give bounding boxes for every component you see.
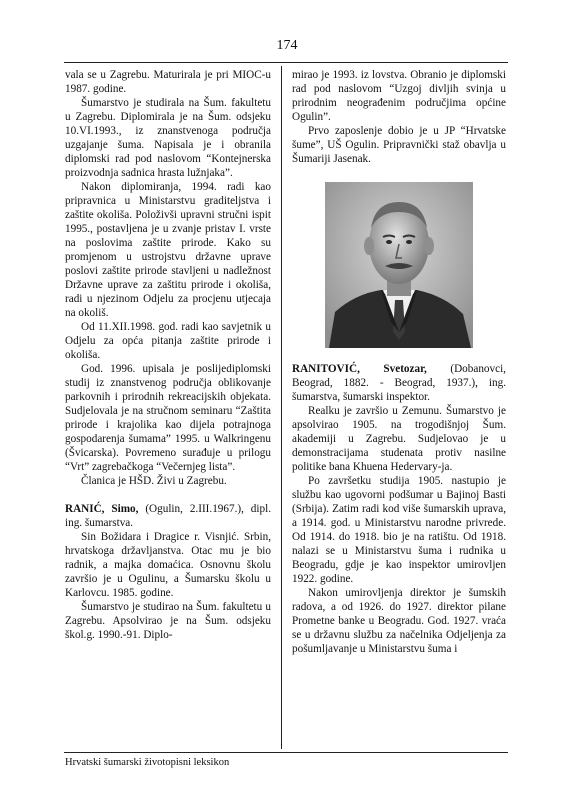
- paragraph: [65, 180, 271, 320]
- paragraph-text: Realku je završio u Zemunu. Šumarstvo je apsolvirao 1905. na trogodišnjoj Šum. akademiji u Zagrebu. Sudjelovao je u demonstracijama studenata protiv nasilne politike bana Khuena Hedervary-ja.: [292, 405, 506, 473]
- paragraph-text: Nakon umirovljenja direktor je šumskih radova, a od 1926. do 1927. direktor pilane Prometne banke u Beogradu. God. 1927. vraća se u državnu službu za načelnika Odjeljenja za pošumljavanje u Ministarstvu šuma i: [292, 587, 506, 655]
- paragraph-text: vala se u Zagrebu. Maturirala je pri MIOC-u 1987. godine.: [65, 69, 271, 95]
- paragraph-text: Sin Božidara i Dragice r. Visnjić. Srbin, hrvatskoga državljanstva. Otac mu je bio radnik, a majka domaćica. Osnovnu školu završio je u Ogulinu, a Šumarsku školu u Karlovcu. 1985. godine.: [65, 531, 271, 599]
- paragraph: [65, 320, 271, 362]
- paragraph-text: (Dobanovci, Beograd, 1882. - Beograd, 1937.), ing. šumarstva, šumarski inspektor.: [292, 363, 506, 403]
- paragraph: [292, 474, 506, 586]
- paragraph: [292, 586, 506, 656]
- paragraph-gap: [65, 488, 271, 502]
- paragraph-text: Šumarstvo je studirala na Šum. fakultetu u Zagrebu. Diplomirala je na Šum. odsjeku 10.VI.1993., iz znanstvenoga područja uzgajanje šuma. Napisala je i obranila diplomski rad pod naslovom “Kontejnerska proizvodnja sadnica hrasta lužnjaka”.: [65, 97, 271, 179]
- column-divider: [281, 66, 282, 749]
- right-column-bottom: [292, 362, 506, 656]
- portrait-photo: [325, 182, 473, 348]
- paragraph: [292, 68, 506, 124]
- paragraph: [292, 124, 506, 166]
- paragraph-text: Nakon diplomiranja, 1994. radi kao pripravnica u Ministarstvu graditeljstva i zaštite okoliša. Položivši upravni stručni ispit 1995., postavljena je u zvanje pristav I. vrste na poslovima zaštite prirode. Kako su promjenom u ustrojstvu državne uprave poslovi zaštite prirode stavljeni u nadležnost Državne uprave za zaštitu prirode i okoliša, radi u njezinom Odjelu za procjenu utjecaja na okoliš.: [65, 181, 271, 319]
- paragraph-text: God. 1996. upisala je poslijediplomski studij iz znanstvenog područja oblikovanje parkovnih i prirodnih rekreacijskih objekata. Sudjelovala je na stručnom seminaru “Zaštita prirode i krajolika kao dijela potrajnoga gospodarenja šumama” 1995. u Walkringenu (Švicarska). Povremeno surađuje u prilogu “Vrt” zagrebačkoga “Večernjeg lista”.: [65, 363, 271, 473]
- right-column: [292, 68, 506, 656]
- right-column-top: [292, 68, 506, 166]
- footer-rule: [64, 752, 508, 753]
- entry-heading-paragraph: [292, 362, 506, 404]
- paragraph-text: Članica je HŠD. Živi u Zagrebu.: [81, 475, 227, 487]
- paragraph: [65, 362, 271, 474]
- paragraph: [65, 530, 271, 600]
- entry-heading-paragraph: [65, 502, 271, 530]
- paragraph: [65, 96, 271, 180]
- paragraph-text: Od 11.XII.1998. god. radi kao savjetnik u Odjelu za opća pitanja zaštite prirode i okoliša.: [65, 321, 271, 361]
- footer-title: Hrvatski šumarski životopisni leksikon: [65, 757, 230, 768]
- paragraph: [292, 404, 506, 474]
- paragraph-text: mirao je 1993. iz lovstva. Obranio je diplomski rad pod naslovom “Uzgoj divljih svinja u prirodnim neograđenim područjima općine Ogulin”.: [292, 69, 506, 123]
- paragraph-text: Po završetku studija 1905. nastupio je službu kao ugovorni podšumar u Bajinoj Basti (Srbija). Zatim radi kod više šumarskih uprava, a 1914. god. u Ministarstvu narodne privrede. Od 1914. do 1918. bio je na ratištu. Od 1918. nalazi se u Ministarstvu šuma i rudnika u Beogradu, gdje je kao inspektor umirovljen 1922. godine.: [292, 475, 506, 585]
- paragraph: [65, 474, 271, 488]
- page-number: 174: [276, 38, 298, 53]
- header-rule: [64, 62, 508, 63]
- entry-name: RANIĆ, Simo,: [65, 503, 139, 515]
- entry-name: RANITOVIĆ, Svetozar,: [292, 363, 427, 375]
- paragraph-text: (Ogulin, 2.III.1967.), dipl. ing. šumarstva.: [65, 503, 271, 529]
- paragraph-text: Šumarstvo je studirao na Šum. fakultetu u Zagrebu. Apsolvirao je na Šum. odsjeku škol.g. 1990.-91. Diplo-: [65, 601, 271, 641]
- paragraph: [65, 600, 271, 642]
- paragraph-text: Prvo zaposlenje dobio je u JP “Hrvatske šume”, UŠ Ogulin. Pripravnički staž obavlja u Šumariji Jasenak.: [292, 125, 506, 165]
- paragraph: [65, 68, 271, 96]
- left-column: [65, 68, 271, 642]
